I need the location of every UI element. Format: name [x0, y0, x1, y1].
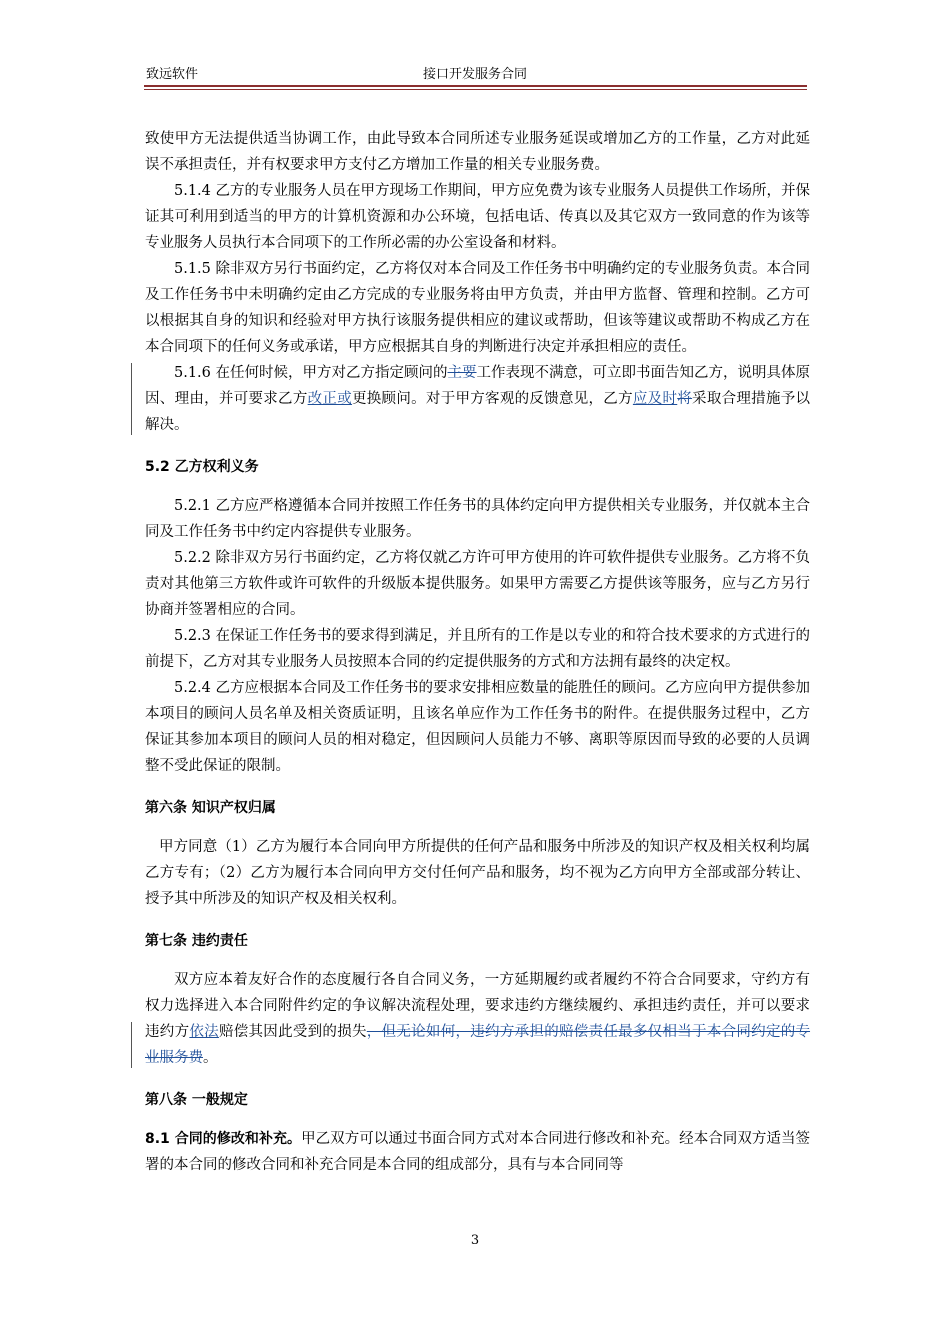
- article-8-heading: 第八条 一般规定: [145, 1092, 248, 1108]
- header-rule-thin: [144, 89, 807, 90]
- document-body: [145, 126, 810, 1178]
- inserted-text: 改正或: [307, 391, 352, 407]
- header-company: 致远软件: [146, 67, 199, 82]
- clause-5-2-2: 5.2.2 除非双方另行书面约定，乙方将仅就乙方许可甲方使用的许可软件提供专业服务。乙方将不负责对其他第三方软件或许可软件的升级版本提供服务。如果甲方需要乙方提供该等服务，应与乙方另行协商并签署相应的合同。: [145, 550, 810, 618]
- change-bar: [131, 1022, 132, 1068]
- clause-5-2-3: 5.2.3 在保证工作任务书的要求得到满足，并且所有的工作是以专业的和符合技术要求的方式进行的前提下，乙方对其专业服务人员按照本合同的约定提供服务的方式和方法拥有最终的决定权。: [145, 628, 810, 670]
- article-7-text: [145, 967, 810, 1071]
- header-rule: [144, 85, 807, 87]
- paragraph: 致使甲方无法提供适当协调工作，由此导致本合同所述专业服务延误或增加乙方的工作量，乙方对此延误不承担责任，并有权要求甲方支付乙方增加工作量的相关专业服务费。: [145, 131, 810, 173]
- inserted-text: 依法: [189, 1024, 219, 1040]
- header-title: 接口开发服务合同: [422, 67, 527, 82]
- text-run: 赔偿其因此受到的损失: [218, 1024, 367, 1040]
- text-run: 甲乙双方可以通过书面合同方式对本合同进行修改和补充。经本合同双方适当签署的本合同的修改合同和补充合同是本合同的组成部分，具有与本合同同等: [145, 1131, 810, 1173]
- clause-5-2-4: 5.2.4 乙方应根据本合同及工作任务书的要求安排相应数量的能胜任的顾问。乙方应向甲方提供参加本项目的顾问人员名单及相关资质证明，且该名单应作为工作任务书的附件。在提供服务过程中，乙方保证其参加本项目的顾问人员的相对稳定，但因顾问人员能力不够、离职等原因而导致的必要的人员调整不受此保证的限制。: [145, 680, 810, 774]
- article-7-heading: 第七条 违约责任: [145, 933, 248, 949]
- deleted-text: ，但无论如何，违约方承担的赔偿责任最多仅相当于本合同约定的专业服务费: [145, 1024, 811, 1066]
- section-heading-5-2: 5.2 乙方权利义务: [145, 459, 259, 475]
- deleted-text: 主要: [447, 365, 477, 381]
- text-run: 工作表现不满意，可立即书面告知乙方，说明具体原因、理由，并可要求乙方: [145, 365, 811, 407]
- text-run: 采取合理措施予以解决。: [145, 391, 811, 433]
- clause-5-1-5: 5.1.5 除非双方另行书面约定，乙方将仅对本合同及工作任务书中明确约定的专业服务负责。本合同及工作任务书中未明确约定由乙方完成的专业服务将由甲方负责，并由甲方监督、管理和控制。乙方可以根据其自身的知识和经验对甲方执行该服务提供相应的建议或帮助，但该等建议或帮助不构成乙方在本合同项下的任何义务或承诺，甲方应根据其自身的判断进行决定并承担相应的责任。: [145, 261, 810, 355]
- inserted-text: 应及时: [632, 391, 678, 407]
- clause-8-1-title: 8.1 合同的修改和补充。: [145, 1131, 302, 1147]
- text-run: 5.1.6 在任何时候，甲方对乙方指定顾问的: [174, 365, 448, 381]
- text-run: 双方应本着友好合作的态度履行各自合同义务，一方延期履约或者履约不符合合同要求，守约方有权力选择进入本合同附件约定的争议解决流程处理，要求违约方继续履约、承担违约责任，并可以要求违约方: [145, 972, 810, 1040]
- text-run: 更换顾问。对于甲方客观的反馈意见，乙方: [351, 391, 633, 407]
- article-6-text: 甲方同意（1）乙方为履行本合同向甲方所提供的任何产品和服务中所涉及的知识产权及相关权利均属乙方专有；（2）乙方为履行本合同向甲方交付任何产品和服务，均不视为乙方向甲方全部或部分转让、授予其中所涉及的知识产权及相关权利。: [145, 839, 810, 907]
- deleted-text: 将: [677, 391, 693, 407]
- clause-5-2-1: 5.2.1 乙方应严格遵循本合同并按照工作任务书的具体约定向甲方提供相关专业服务，并仅就本主合同及工作任务书中约定内容提供专业服务。: [145, 498, 810, 540]
- clause-8-1: [145, 1126, 810, 1178]
- change-bar: [131, 363, 132, 435]
- clause-5-1-4: 5.1.4 乙方的专业服务人员在甲方现场工作期间，甲方应免费为该专业服务人员提供工作场所，并保证其可利用到适当的甲方的计算机资源和办公环境，包括电话、传真以及其它双方一致同意的作为该等专业服务人员执行本合同项下的工作所必需的办公室设备和材料。: [145, 183, 810, 251]
- article-6-heading: 第六条 知识产权归属: [145, 800, 276, 816]
- clause-5-1-6: [145, 360, 810, 438]
- text-run: 。: [203, 1050, 218, 1066]
- page-number: 3: [470, 1233, 480, 1248]
